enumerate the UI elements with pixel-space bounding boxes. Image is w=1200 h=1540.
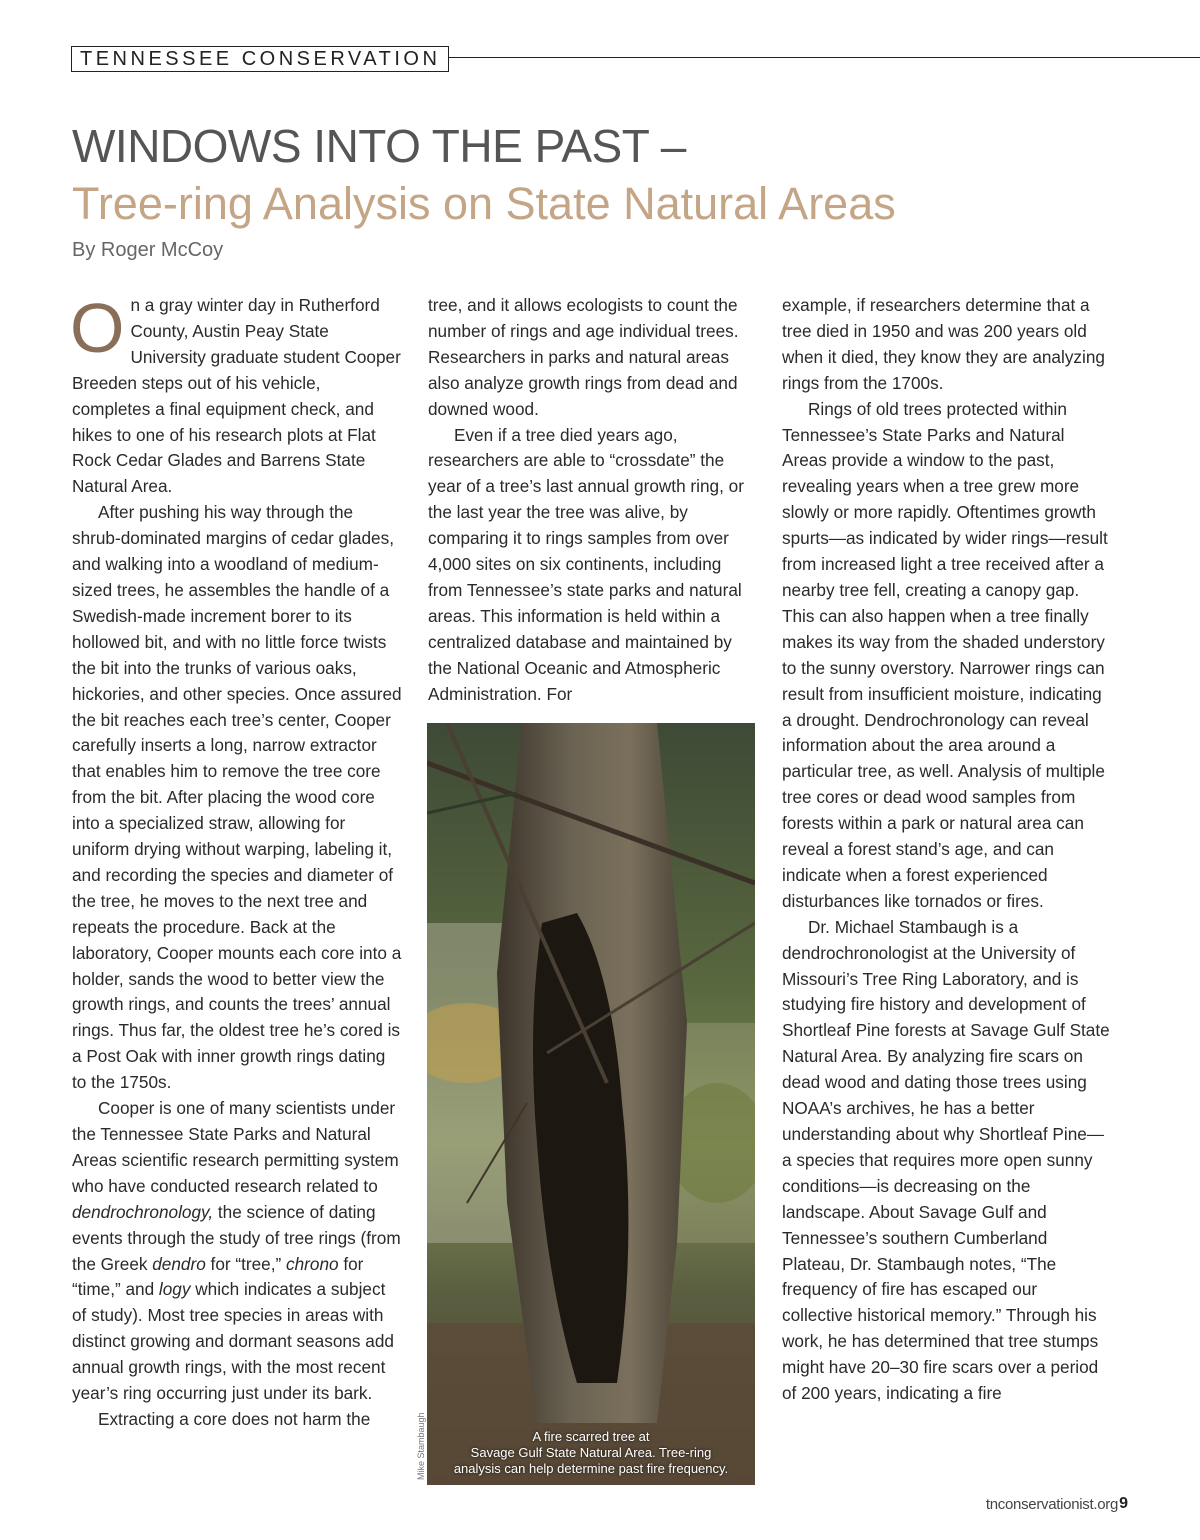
paragraph-dendro	[72, 1096, 402, 1407]
fire-scarred-tree-image	[427, 723, 755, 1485]
drop-cap: O	[70, 289, 125, 367]
byline: By Roger McCoy	[72, 239, 224, 261]
article-title-line2: Tree-ring Analysis on State Natural Areas	[72, 178, 896, 229]
section-label: TENNESSEE CONSERVATION	[71, 46, 449, 72]
paragraph-crossdate: Even if a tree died years ago, researchers are able to “crossdate” the year of a tree’s last annual growth ring, or the last year the tree was alive, by comparing it to rings samples from over 4,000 sites on six continents, including from Tennessee’s state parks and natural areas. This information is held within a centralized database and maintained by the National Oceanic and Atmospheric Administration. For	[428, 424, 744, 704]
term-logy: logy	[158, 1279, 191, 1300]
term-dendrochronology: dendrochronology,	[72, 1201, 214, 1222]
article-title-line1: WINDOWS INTO THE PAST –	[72, 120, 686, 172]
tree-photo	[427, 723, 755, 1485]
term-chrono: chrono	[286, 1253, 339, 1274]
column-2	[428, 293, 758, 708]
text-run: the science of dating events through the study of tree rings (from the Greek	[72, 1201, 401, 1274]
paragraph-intro-text: n a gray winter day in Rutherford County, Austin Peay State University graduate student Cooper Breeden steps out of his vehicle, completes a final equipment check, and hikes to one of his research plots at Flat Rock Cedar Glades and Barrens State Natural Area.	[72, 295, 401, 497]
text-run: for “tree,”	[205, 1253, 287, 1274]
caption-line: Savage Gulf State Natural Area. Tree-ring	[470, 1445, 712, 1460]
footer-site: tnconservationist.org	[985, 1496, 1118, 1513]
paragraph-extracting: Extracting a core does not harm the	[98, 1408, 371, 1429]
header-rule	[424, 57, 1200, 58]
term-dendro: dendro	[152, 1253, 206, 1274]
text-run: for “time,” and	[72, 1253, 364, 1300]
paragraph-intro	[70, 289, 402, 500]
paragraph-stambaugh: Dr. Michael Stambaugh is a dendrochronologist at the University of Missouri’s Tree Ring Laboratory, and is studying fire history and development of Shortleaf Pine forests at Savage Gulf State Natural Area. By analyzing fire scars on dead wood and dating those trees using NOAA’s archives, he has a better understanding about why Shortleaf Pine—a species that requires more open sunny conditions—is decreasing on the landscape. About Savage Gulf and Tennessee’s southern Cumberland Plateau, Dr. Stambaugh notes, “The frequency of fire has escaped our collective historical memory.” Through his work, he has determined that tree stumps might have 20–30 fire scars over a period of 200 years, indicating a fire	[782, 916, 1110, 1404]
page-number: 9	[1119, 1495, 1128, 1512]
paragraph-continued: tree, and it allows ecologists to count the number of rings and age individual trees. Researchers in parks and natural areas also analyze growth rings from dead and downed wood.	[428, 295, 739, 419]
caption-line: A fire scarred tree at	[532, 1429, 650, 1444]
paragraph-rings: Rings of old trees protected within Tennessee’s State Parks and Natural Areas provide a window to the past, revealing years when a tree grew more slowly or more rapidly. Oftentimes growth spurts—as indicated by wider rings—result from increased light a tree received after a nearby tree fell, creating a canopy gap. This can also happen when a tree finally makes its way from the shaded understory to the sunny overstory. Narrower rings can result from insufficient moisture, indicating a drought. Dendrochronology can reveal information about the area around a particular tree, as well. Analysis of multiple tree cores or dead wood samples from forests within a park or natural area can reveal a forest stand’s age, and can indicate when a forest experienced disturbances like tornados or fires.	[782, 398, 1108, 911]
photo-credit: Mike Stambaugh	[416, 1412, 426, 1480]
paragraph-borer: After pushing his way through the shrub-dominated margins of cedar glades, and walking into a woodland of medium-sized trees, he assembles the handle of a Swedish-made increment borer to its hollowed bit, and with no little force twists the bit into the trunks of various oaks, hickories, and other species. Once assured the bit reaches each tree’s center, Cooper carefully inserts a long, narrow extractor that enables him to remove the tree core from the bit. After placing the wood core into a specialized straw, allowing for uniform drying without warping, labeling it, and recording the species and diameter of the tree, he moves to the next tree and repeats the procedure. Back at the laboratory, Cooper mounts each core into a holder, sands the wood to better view the growth rings, and counts the trees’ annual rings. Thus far, the oldest tree he’s cored is a Post Oak with inner growth rings dating to the 1750s.	[72, 502, 402, 1093]
photo-caption	[427, 1429, 755, 1477]
caption-line: analysis can help determine past fire frequency.	[453, 1461, 729, 1476]
text-run: which indicates a subject of study). Most tree species in areas with distinct growing and dormant seasons add annual growth rings, with the most recent year’s ring occurring just under its bark.	[72, 1279, 394, 1404]
paragraph-continued: example, if researchers determine that a tree died in 1950 and was 200 years old when it died, they know they are analyzing rings from the 1700s.	[782, 295, 1105, 393]
column-3	[782, 293, 1112, 1407]
column-1	[70, 289, 402, 1433]
text-run: Cooper is one of many scientists under the Tennessee State Parks and Natural Areas scientific research permitting system who have conducted research related to	[72, 1098, 399, 1196]
